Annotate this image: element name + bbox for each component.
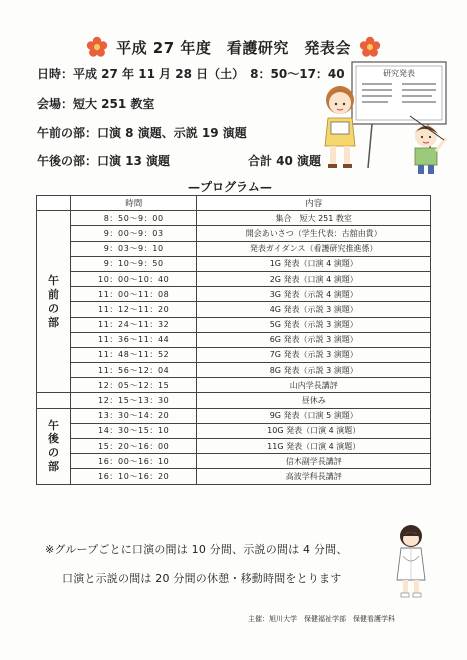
content-cell: 集合 短大 251 教室	[197, 211, 431, 226]
table-header-row	[37, 196, 431, 211]
program-table-body	[37, 211, 431, 484]
time-cell: 11：36～11：44	[71, 332, 197, 347]
content-cell: 信木副学長講評	[197, 454, 431, 469]
time-cell: 11：24～11：32	[71, 317, 197, 332]
section-header-cell	[37, 196, 71, 211]
table-row	[37, 332, 431, 347]
time-cell: 10：00～10：40	[71, 271, 197, 286]
event-venue: 会場：短大 251 教室	[37, 97, 155, 111]
table-row	[37, 439, 431, 454]
content-cell: 7G 発表（示説 3 演題）	[197, 347, 431, 362]
content-cell: 山内学長講評	[197, 378, 431, 393]
content-cell: 5G 発表（示説 3 演題）	[197, 317, 431, 332]
time-cell: 9：10～9：50	[71, 256, 197, 271]
flower-icon	[359, 36, 381, 58]
content-cell: 開会あいさつ（学生代表：古舘由貴）	[197, 226, 431, 241]
table-row	[37, 226, 431, 241]
table-row	[37, 408, 431, 423]
content-cell: 発表ガイダンス（看護研究推進係）	[197, 241, 431, 256]
table-row	[37, 317, 431, 332]
content-cell: 2G 発表（口演 4 演題）	[197, 271, 431, 286]
content-cell: 4G 発表（示説 3 演題）	[197, 302, 431, 317]
section-label-char: 部	[48, 315, 59, 329]
time-cell: 8：50～9：00	[71, 211, 197, 226]
time-cell: 14：30～15：10	[71, 423, 197, 438]
break-section-cell	[37, 393, 71, 408]
morning-section-label	[37, 211, 71, 393]
content-cell: 9G 発表（口演 5 演題）	[197, 408, 431, 423]
time-cell: 11：48～11：52	[71, 347, 197, 362]
time-cell: 9：03～9：10	[71, 241, 197, 256]
afternoon-summary: 午後の部：口演 13 演題	[37, 154, 171, 168]
table-row	[37, 469, 431, 484]
time-column-header: 時間	[71, 196, 197, 211]
table-row	[37, 271, 431, 286]
table-row	[37, 363, 431, 378]
content-cell: 3G 発表（示説 4 演題）	[197, 287, 431, 302]
table-row	[37, 378, 431, 393]
time-cell: 16：00～16：10	[71, 454, 197, 469]
students-presentation-illustration	[318, 58, 452, 176]
table-row	[37, 287, 431, 302]
table-row	[37, 347, 431, 362]
table-row	[37, 241, 431, 256]
time-cell: 15：20～16：00	[71, 439, 197, 454]
table-row	[37, 423, 431, 438]
content-cell: 6G 発表（示説 3 演題）	[197, 332, 431, 347]
board-text: 研究発表	[383, 69, 415, 78]
section-label-char: 後	[48, 432, 59, 446]
content-cell: 昼休み	[197, 393, 431, 408]
time-cell: 12：05～12：15	[71, 378, 197, 393]
content-cell: 10G 発表（口演 4 演題）	[197, 423, 431, 438]
note-line-2: 口演と示説の間は 20 分間の休憩・移動時間をとります	[62, 572, 342, 585]
sponsor-credit: 主催：旭川大学 保健福祉学部 保健看護学科	[248, 615, 395, 623]
time-cell: 11：56～12：04	[71, 363, 197, 378]
afternoon-section-label	[37, 408, 71, 484]
program-table	[36, 195, 431, 485]
event-datetime: 日時：平成 27 年 11 月 28 日（土） 8：50～17：40	[37, 67, 345, 81]
time-cell: 13：30～14：20	[71, 408, 197, 423]
table-row	[37, 211, 431, 226]
time-cell: 11：12～11：20	[71, 302, 197, 317]
program-heading: —プログラム—	[188, 180, 272, 194]
content-cell: 高波学科長講評	[197, 469, 431, 484]
table-row	[37, 454, 431, 469]
title-row	[0, 34, 467, 60]
time-cell: 12：15～13：30	[71, 393, 197, 408]
content-cell: 8G 発表（示説 3 演題）	[197, 363, 431, 378]
section-label-char: 前	[48, 288, 59, 302]
note-line-1: ※グループごとに口演の間は 10 分間、示説の間は 4 分間、	[45, 543, 348, 556]
time-cell: 9：00～9：03	[71, 226, 197, 241]
content-cell: 11G 発表（口演 4 演題）	[197, 439, 431, 454]
time-cell: 11：00～11：08	[71, 287, 197, 302]
page-title: 平成 27 年度 看護研究 発表会	[116, 38, 351, 57]
table-row	[37, 256, 431, 271]
content-column-header: 内容	[197, 196, 431, 211]
total-presentations: 合計 40 演題	[248, 154, 322, 168]
section-label-char: 午	[48, 274, 59, 288]
table-row	[37, 302, 431, 317]
section-label-char: の	[48, 301, 59, 315]
flower-icon	[86, 36, 108, 58]
section-label-char: 午	[48, 418, 59, 432]
nurse-bowing-illustration	[389, 522, 433, 600]
time-cell: 16：10～16：20	[71, 469, 197, 484]
section-label-char: 部	[48, 459, 59, 473]
morning-summary: 午前の部：口演 8 演題、示説 19 演題	[37, 126, 247, 140]
section-label-char: の	[48, 446, 59, 460]
content-cell: 1G 発表（口演 4 演題）	[197, 256, 431, 271]
table-row	[37, 393, 431, 408]
